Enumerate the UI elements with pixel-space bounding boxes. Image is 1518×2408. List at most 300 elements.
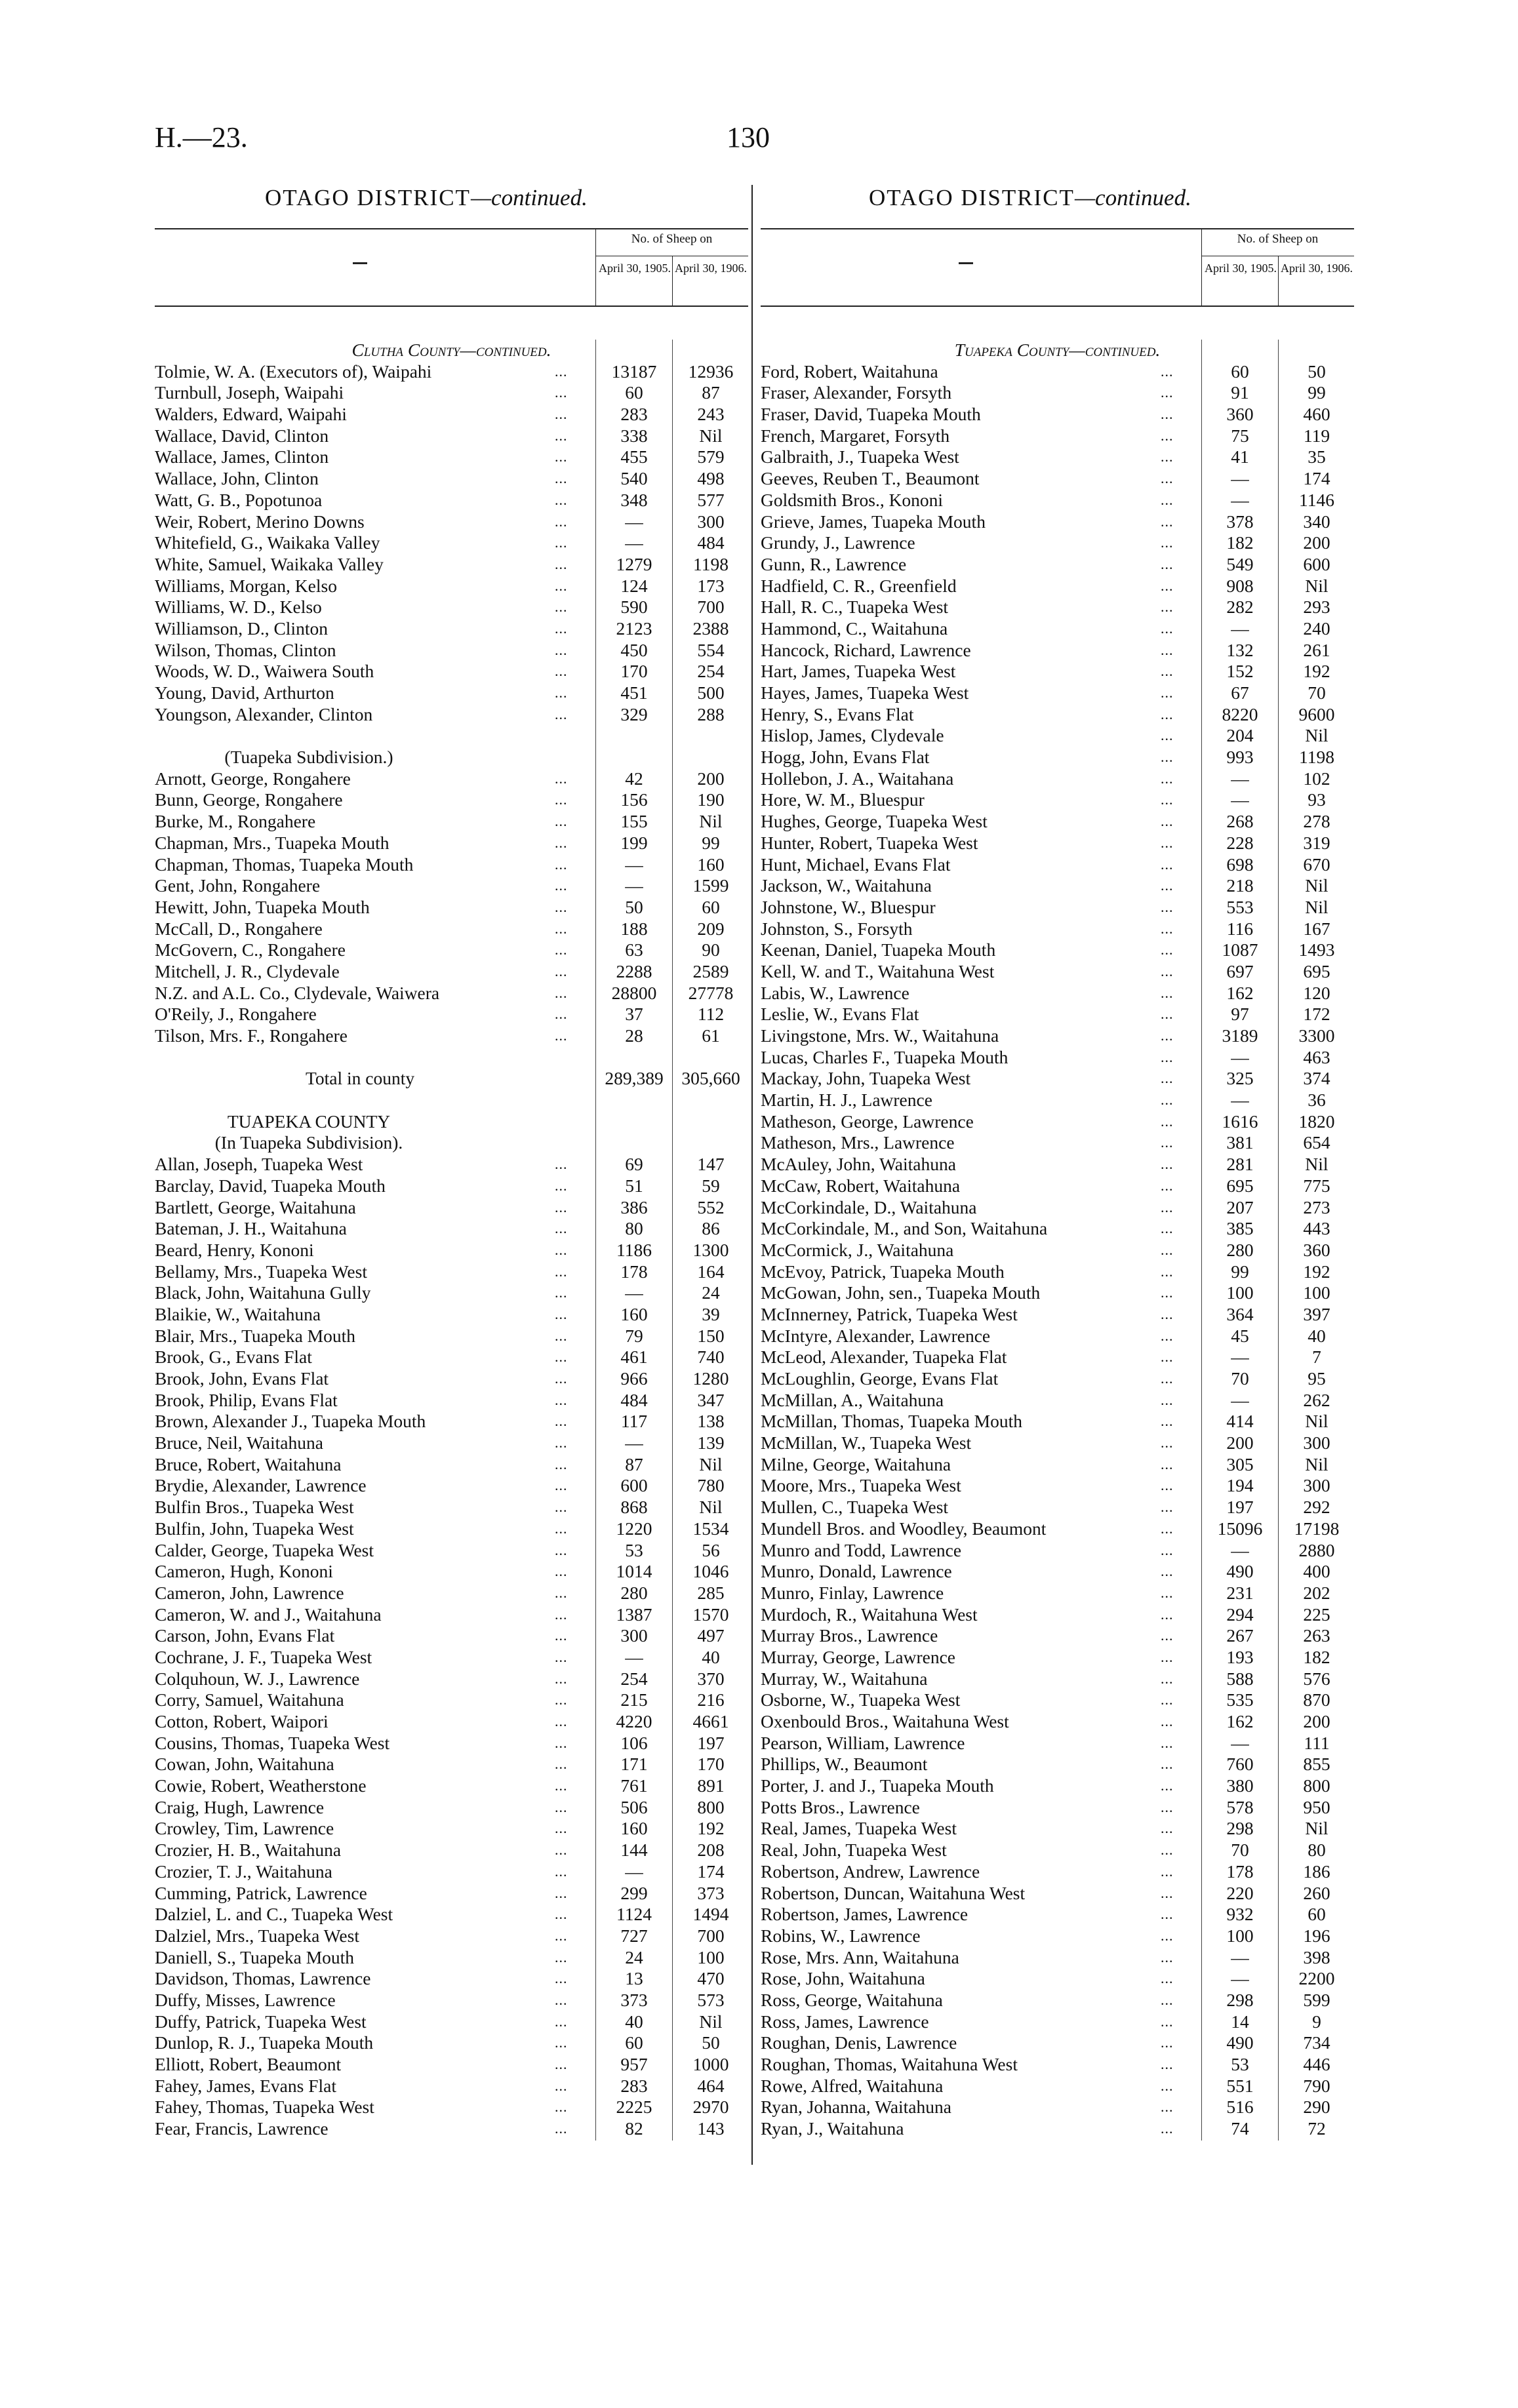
- table-row: [761, 1518, 1354, 1540]
- sheep-1906-value: 95: [1308, 1368, 1326, 1389]
- leader-dots: ...: [1161, 663, 1174, 680]
- table-row: [761, 576, 1354, 597]
- sheep-1905-value: —: [625, 1861, 643, 1882]
- owner-name: Robertson, Andrew, Lawrence: [761, 1861, 980, 1882]
- sheep-1906-value: 93: [1308, 789, 1326, 810]
- sheep-1906-value: 734: [1303, 2032, 1330, 2053]
- table-row: [761, 1797, 1354, 1819]
- table-row: [155, 2054, 748, 2076]
- table-row: [761, 1947, 1354, 1969]
- owner-name: Hislop, James, Clydevale: [761, 725, 944, 746]
- sheep-1906-value: 775: [1303, 1175, 1330, 1196]
- sheep-1905-value: 381: [1226, 1132, 1254, 1153]
- leader-dots: ...: [555, 1391, 568, 1408]
- owner-name: Beard, Henry, Kononi: [155, 1239, 314, 1260]
- table-row: [155, 532, 748, 554]
- page-number: 130: [727, 121, 770, 153]
- owner-name: Brown, Alexander J., Tuapeka Mouth: [155, 1411, 426, 1432]
- owner-name: Tolmie, W. A. (Executors of), Waipahi: [155, 361, 432, 382]
- sheep-1906-value: 9600: [1298, 703, 1335, 724]
- owner-name: Geeves, Reuben T., Beaumont: [761, 468, 980, 489]
- leader-dots: ...: [555, 1370, 568, 1387]
- spacer-row: [155, 725, 748, 747]
- leader-dots: ...: [1161, 1820, 1174, 1837]
- sheep-1905-value: 170: [620, 661, 648, 682]
- table-row: [761, 554, 1354, 576]
- sheep-1905-value: 178: [620, 1261, 648, 1282]
- leader-dots: ...: [555, 1648, 568, 1665]
- sheep-1905-value: 993: [1226, 747, 1254, 768]
- owner-name: McAuley, John, Waitahuna: [761, 1154, 956, 1175]
- value-column-rule: [672, 340, 673, 2141]
- sheep-1906-value: 950: [1303, 1796, 1330, 1817]
- leader-dots: ...: [555, 1520, 568, 1537]
- sheep-1905-value: 385: [1226, 1218, 1254, 1239]
- table-row: [155, 2011, 748, 2033]
- sheep-1906-value: 225: [1303, 1604, 1330, 1625]
- sheep-1905-value: 695: [1226, 1175, 1254, 1196]
- leader-dots: ...: [555, 1713, 568, 1729]
- sheep-1905-value: 220: [1226, 1882, 1254, 1903]
- sheep-1905-value: 516: [1226, 2097, 1254, 2118]
- leader-dots: ...: [555, 1263, 568, 1280]
- leader-dots: ...: [1161, 1906, 1174, 1923]
- sheep-1906-value: Nil: [699, 811, 723, 832]
- leader-dots: ...: [1161, 1842, 1174, 1859]
- table-row: [761, 854, 1354, 876]
- sheep-1905-value: 160: [620, 1818, 648, 1839]
- table-row: [761, 875, 1354, 897]
- district-title: [265, 185, 588, 211]
- table-row: [155, 1197, 748, 1219]
- year-1905-header: April 30, 1905.: [599, 262, 671, 275]
- sheep-1905-value: 155: [620, 811, 648, 832]
- leader-dots: ...: [1161, 1370, 1174, 1387]
- owner-name: McLeod, Alexander, Tuapeka Flat: [761, 1347, 1007, 1368]
- owner-name: Hancock, Richard, Lawrence: [761, 639, 971, 660]
- leader-dots: ...: [555, 663, 568, 680]
- leader-dots: ...: [555, 1842, 568, 1859]
- leader-dots: ...: [1161, 770, 1174, 787]
- owner-name: Robins, W., Lawrence: [761, 1925, 921, 1946]
- leader-dots: ...: [1161, 1627, 1174, 1644]
- leader-dots: ...: [1161, 534, 1174, 551]
- table-row: [761, 1025, 1354, 1047]
- sheep-1905-value: 1387: [616, 1604, 652, 1625]
- table-row: [761, 1347, 1354, 1368]
- sheep-1905-value: 298: [1226, 1989, 1254, 2010]
- owner-name: McCaw, Robert, Waitahuna: [761, 1175, 961, 1196]
- owner-name: N.Z. and A.L. Co., Clydevale, Waiwera: [155, 982, 440, 1003]
- sheep-1905-value: 53: [1231, 2054, 1249, 2074]
- table-row: [155, 404, 748, 425]
- sheep-1905-value: 280: [620, 1582, 648, 1603]
- leader-dots: ...: [1161, 513, 1174, 530]
- leader-dots: ...: [555, 1413, 568, 1430]
- owner-name: Bunn, George, Rongahere: [155, 789, 343, 810]
- district-title-main: OTAGO DISTRICT: [265, 185, 471, 210]
- table-row: [761, 2032, 1354, 2054]
- leader-dots: ...: [1161, 1413, 1174, 1430]
- sheep-1906-value: 60: [702, 896, 720, 917]
- owner-name: Chapman, Thomas, Tuapeka Mouth: [155, 854, 414, 875]
- table-row: [155, 1668, 748, 1690]
- right-table-rows: [761, 340, 1354, 2140]
- sheep-1905-value: 91: [1231, 382, 1249, 403]
- sheep-1905-value: 294: [1226, 1604, 1254, 1625]
- sheep-1906-value: 319: [1303, 832, 1330, 853]
- table-row: [761, 1775, 1354, 1797]
- leader-dots: ...: [1161, 1134, 1174, 1151]
- sheep-1906-value: 463: [1303, 1046, 1330, 1067]
- sheep-1906-value: Nil: [1305, 1818, 1328, 1839]
- table-row: [155, 1304, 748, 1326]
- owner-name: Goldsmith Bros., Kononi: [761, 489, 944, 510]
- table-row: [155, 1625, 748, 1647]
- leader-dots: ...: [555, 684, 568, 701]
- sheep-1906-value: 443: [1303, 1218, 1330, 1239]
- sheep-1906-value: 293: [1303, 597, 1330, 618]
- district-title: [869, 185, 1191, 211]
- owner-name: Blair, Mrs., Tuapeka Mouth: [155, 1325, 355, 1346]
- owner-name: Crowley, Tim, Lawrence: [155, 1818, 334, 1839]
- sheep-1905-value: 360: [1226, 404, 1254, 425]
- leader-dots: ...: [555, 1820, 568, 1837]
- leader-dots: ...: [555, 984, 568, 1001]
- sheep-1906-value: 138: [697, 1411, 725, 1432]
- sheep-1905-value: 697: [1226, 960, 1254, 981]
- table-row: [761, 1261, 1354, 1283]
- sheep-1906-value: 1280: [692, 1368, 729, 1389]
- leader-dots: ...: [1161, 1777, 1174, 1794]
- table-row: [155, 2118, 748, 2140]
- sheep-1906-value: 40: [1308, 1325, 1326, 1346]
- table-row: [155, 961, 748, 983]
- table-row: [761, 961, 1354, 983]
- table-row: [761, 1540, 1354, 1562]
- sheep-1905-value: —: [1231, 1968, 1249, 1989]
- table-row: [761, 1990, 1354, 2011]
- sheep-1905-value: —: [1231, 789, 1249, 810]
- owner-name: Mitchell, J. R., Clydevale: [155, 960, 340, 981]
- owner-name: McGovern, C., Rongahere: [155, 939, 346, 960]
- table-row: [155, 1925, 748, 1947]
- leader-dots: ...: [555, 1948, 568, 1965]
- owner-name: Murray, George, Lawrence: [761, 1646, 956, 1667]
- leader-dots: ...: [1161, 1884, 1174, 1901]
- leader-dots: ...: [1161, 1006, 1174, 1023]
- table-row: [761, 1754, 1354, 1775]
- table-row: [155, 576, 748, 597]
- leader-dots: ...: [1161, 856, 1174, 873]
- leader-dots: ...: [555, 448, 568, 465]
- owner-name: Kell, W. and T., Waitahuna West: [761, 960, 995, 981]
- table-row: [761, 789, 1354, 811]
- owner-name: Wallace, James, Clinton: [155, 446, 329, 467]
- sheep-1906-value: 292: [1303, 1497, 1330, 1518]
- sheep-1906-value: 1300: [692, 1239, 729, 1260]
- table-row: [761, 897, 1354, 918]
- leader-dots: ...: [555, 1927, 568, 1944]
- sheep-1905-value: 152: [1226, 661, 1254, 682]
- table-row: [761, 1390, 1354, 1411]
- sheep-1905-value: 305: [1226, 1453, 1254, 1474]
- sheep-1905-value: 228: [1226, 832, 1254, 853]
- sheep-1905-value: 144: [620, 1840, 648, 1861]
- owner-name: Duffy, Misses, Lawrence: [155, 1989, 336, 2010]
- leader-dots: ...: [1161, 2077, 1174, 2094]
- owner-name: Davidson, Thomas, Lawrence: [155, 1968, 371, 1989]
- owner-name: Hammond, C., Waitahuna: [761, 618, 948, 639]
- sheep-1906-value: 498: [697, 468, 725, 489]
- owner-name: McMillan, Thomas, Tuapeka Mouth: [761, 1411, 1023, 1432]
- table-row: [155, 682, 748, 704]
- table-row: [155, 1004, 748, 1025]
- owner-name: Williamson, D., Clinton: [155, 618, 328, 639]
- table-row: [761, 1497, 1354, 1518]
- owner-name: Livingstone, Mrs. W., Waitahuna: [761, 1025, 999, 1046]
- sheep-1906-value: 173: [697, 575, 725, 596]
- sheep-1905-value: 13187: [611, 361, 657, 382]
- table-row: [761, 2118, 1354, 2140]
- leader-dots: ...: [555, 1477, 568, 1494]
- table-row: [761, 1904, 1354, 1925]
- district-title-continued: —continued.: [470, 185, 588, 210]
- leader-dots: ...: [555, 898, 568, 915]
- sheep-1905-value: 87: [625, 1453, 643, 1474]
- owner-name: Bateman, J. H., Waitahuna: [155, 1218, 347, 1239]
- sheep-1905-value: 162: [1226, 1711, 1254, 1731]
- sheep-count-header: No. of Sheep on: [631, 232, 713, 246]
- leader-dots: ...: [555, 1177, 568, 1194]
- table-row: [155, 1497, 748, 1518]
- table-row: [761, 1004, 1354, 1025]
- owner-name: Mullen, C., Tuapeka West: [761, 1497, 949, 1518]
- owner-name: McIntyre, Alexander, Lawrence: [761, 1325, 991, 1346]
- leader-dots: ...: [1161, 1798, 1174, 1815]
- leader-dots: ...: [1161, 1220, 1174, 1237]
- table-row: [761, 1197, 1354, 1219]
- table-row: [155, 983, 748, 1004]
- table-row: [761, 640, 1354, 661]
- sheep-1906-value: 484: [697, 532, 725, 553]
- sheep-1905-value: 51: [625, 1175, 643, 1196]
- sheep-1905-value: 156: [620, 789, 648, 810]
- sheep-1906-value: 460: [1303, 404, 1330, 425]
- leader-dots: ...: [1161, 2013, 1174, 2030]
- table-row: [155, 897, 748, 918]
- owner-name: Crozier, H. B., Waitahuna: [155, 1840, 342, 1861]
- sheep-1905-value: 80: [625, 1218, 643, 1239]
- leader-dots: ...: [1161, 1691, 1174, 1708]
- table-row: [761, 382, 1354, 404]
- sheep-1905-value: 231: [1226, 1582, 1254, 1603]
- sheep-1905-value: 40: [625, 2011, 643, 2032]
- owner-name: Cameron, John, Lawrence: [155, 1582, 344, 1603]
- owner-name: Cowie, Robert, Weatherstone: [155, 1775, 367, 1796]
- sheep-1906-value: 300: [1303, 1432, 1330, 1453]
- leader-dots: ...: [1161, 1349, 1174, 1366]
- table-row: [155, 490, 748, 511]
- sheep-1905-value: 97: [1231, 1004, 1249, 1025]
- sheep-1905-value: 490: [1226, 1561, 1254, 1582]
- sheep-1905-value: —: [625, 875, 643, 896]
- table-row: [155, 1818, 748, 1840]
- table-row: [761, 1454, 1354, 1476]
- table-row: [761, 446, 1354, 468]
- table-row: [155, 1282, 748, 1304]
- header-year-rule: [1278, 256, 1279, 306]
- owner-name: Pearson, William, Lawrence: [761, 1732, 965, 1753]
- leader-dots: ...: [1161, 1092, 1174, 1109]
- sheep-1905-value: 450: [620, 639, 648, 660]
- sheep-1906-value: 1599: [692, 875, 729, 896]
- leader-dots: ...: [1161, 1991, 1174, 2008]
- sheep-1906-value: 373: [697, 1882, 725, 1903]
- subdivision-heading-text: TUAPEKA COUNTY: [227, 1111, 391, 1132]
- owner-name: McCorkindale, M., and Son, Waitahuna: [761, 1218, 1048, 1239]
- sheep-1906-value: 186: [1303, 1861, 1330, 1882]
- sheep-1906-value: 50: [1308, 361, 1326, 382]
- owner-name: Robertson, James, Lawrence: [761, 1904, 969, 1925]
- table-row: [155, 1326, 748, 1347]
- leader-dots: ...: [555, 384, 568, 401]
- sheep-1906-value: 243: [697, 404, 725, 425]
- owner-name: Johnston, S., Forsyth: [761, 918, 913, 939]
- table-row: [155, 1518, 748, 1540]
- sheep-1905-value: —: [1231, 1539, 1249, 1560]
- owner-name: Calder, George, Tuapeka West: [155, 1539, 374, 1560]
- table-row: [155, 1883, 748, 1905]
- sheep-1906-value: 2589: [692, 960, 729, 981]
- owner-name: French, Margaret, Forsyth: [761, 425, 950, 446]
- sheep-1905-value: 75: [1231, 425, 1249, 446]
- leader-dots: ...: [555, 856, 568, 873]
- sheep-1906-value: 254: [697, 661, 725, 682]
- table-row: [761, 1668, 1354, 1690]
- leader-dots: ...: [555, 620, 568, 637]
- sheep-1905-value: 1220: [616, 1518, 652, 1539]
- leader-dots: ...: [555, 1798, 568, 1815]
- leader-dots: ...: [1161, 1070, 1174, 1087]
- table-row: [761, 1475, 1354, 1497]
- table-row: [155, 1711, 748, 1733]
- sheep-1905-value: 178: [1226, 1861, 1254, 1882]
- owner-name: Fahey, Thomas, Tuapeka West: [155, 2097, 374, 2118]
- sheep-1905-value: 348: [620, 489, 648, 510]
- sheep-1905-value: 218: [1226, 875, 1254, 896]
- table-row: [155, 468, 748, 490]
- sheep-1905-value: 74: [1231, 2118, 1249, 2139]
- sheep-1905-value: 329: [620, 703, 648, 724]
- leader-dots: ...: [1161, 1648, 1174, 1665]
- owner-name: Martin, H. J., Lawrence: [761, 1090, 932, 1111]
- table-row: [155, 425, 748, 447]
- year-1906-header: April 30, 1906.: [1281, 262, 1353, 275]
- sheep-1906-value: 1198: [1299, 747, 1334, 768]
- leader-dots: ...: [1161, 1177, 1174, 1194]
- sheep-1906-value: 4661: [692, 1711, 729, 1731]
- table-row: [155, 768, 748, 790]
- table-row: [761, 1154, 1354, 1175]
- leader-dots: ...: [555, 877, 568, 894]
- owner-name: Murray, W., Waitahuna: [761, 1668, 928, 1689]
- leader-dots: ...: [1161, 1970, 1174, 1987]
- sheep-1906-value: Nil: [699, 425, 723, 446]
- county-heading-text: Tuapeka County—continued.: [954, 340, 1161, 360]
- sheep-1906-value: Nil: [699, 2011, 723, 2032]
- sheep-1905-value: 199: [620, 832, 648, 853]
- owner-name: Moore, Mrs., Tuapeka West: [761, 1475, 961, 1496]
- owner-name: McMillan, A., Waitahuna: [761, 1389, 944, 1410]
- table-row: [761, 1604, 1354, 1626]
- value-column-rule: [1201, 340, 1202, 2141]
- table-row: [155, 1840, 748, 1861]
- leader-dots: ...: [1161, 1455, 1174, 1472]
- sheep-1906-value: 670: [1303, 854, 1330, 875]
- sheep-1906-value: 855: [1303, 1754, 1330, 1775]
- sheep-1906-value: 305,660: [681, 1068, 740, 1089]
- owner-name: Williams, Morgan, Kelso: [155, 575, 337, 596]
- leader-dots: ...: [1161, 363, 1174, 380]
- leader-dots: ...: [1161, 834, 1174, 851]
- owner-name: Real, John, Tuapeka West: [761, 1840, 947, 1861]
- leader-dots: ...: [555, 1434, 568, 1451]
- sheep-1905-value: 490: [1226, 2032, 1254, 2053]
- leader-dots: ...: [1161, 1434, 1174, 1451]
- table-row: [155, 1154, 748, 1175]
- sheep-1905-value: 215: [620, 1689, 648, 1710]
- leader-dots: ...: [1161, 448, 1174, 465]
- sheep-1905-value: —: [625, 1282, 643, 1303]
- sheep-1905-value: 42: [625, 768, 643, 789]
- table-row: [761, 2011, 1354, 2033]
- leader-dots: ...: [1161, 813, 1174, 830]
- sheep-1905-value: 1087: [1222, 939, 1258, 960]
- leader-dots: ...: [1161, 1027, 1174, 1044]
- sheep-1906-value: 695: [1303, 960, 1330, 981]
- table-row: [155, 1583, 748, 1604]
- leader-dots: ...: [555, 813, 568, 830]
- sheep-1905-value: 957: [620, 2054, 648, 2074]
- sheep-1906-value: 202: [1303, 1582, 1330, 1603]
- table-row: [155, 1947, 748, 1969]
- header-bottom-rule: [155, 306, 748, 307]
- owner-name: Bulfin Bros., Tuapeka West: [155, 1497, 354, 1518]
- leader-dots: ...: [1161, 1263, 1174, 1280]
- leader-dots: ...: [1161, 599, 1174, 616]
- sheep-1906-value: 240: [1303, 618, 1330, 639]
- sheep-1906-value: 216: [697, 1689, 725, 1710]
- sheep-1905-value: 2225: [616, 2097, 652, 2118]
- sheep-1906-value: 1570: [692, 1604, 729, 1625]
- leader-dots: ...: [555, 2120, 568, 2137]
- owner-name: McCall, D., Rongahere: [155, 918, 323, 939]
- sheep-1905-value: —: [625, 532, 643, 553]
- table-row: [155, 918, 748, 940]
- sheep-1905-value: 298: [1226, 1818, 1254, 1839]
- leader-dots: ...: [1161, 1927, 1174, 1944]
- owner-name: Labis, W., Lawrence: [761, 982, 909, 1003]
- sheep-1905-value: 267: [1226, 1625, 1254, 1646]
- sheep-1905-value: 116: [1226, 918, 1254, 939]
- sheep-1905-value: 4220: [616, 1711, 652, 1731]
- sheep-1906-value: 1820: [1298, 1111, 1335, 1132]
- owner-name: Bruce, Neil, Waitahuna: [155, 1432, 323, 1453]
- leader-dots: ...: [1161, 2120, 1174, 2137]
- owner-name: McCormick, J., Waitahuna: [761, 1239, 954, 1260]
- leader-dots: ...: [1161, 1327, 1174, 1344]
